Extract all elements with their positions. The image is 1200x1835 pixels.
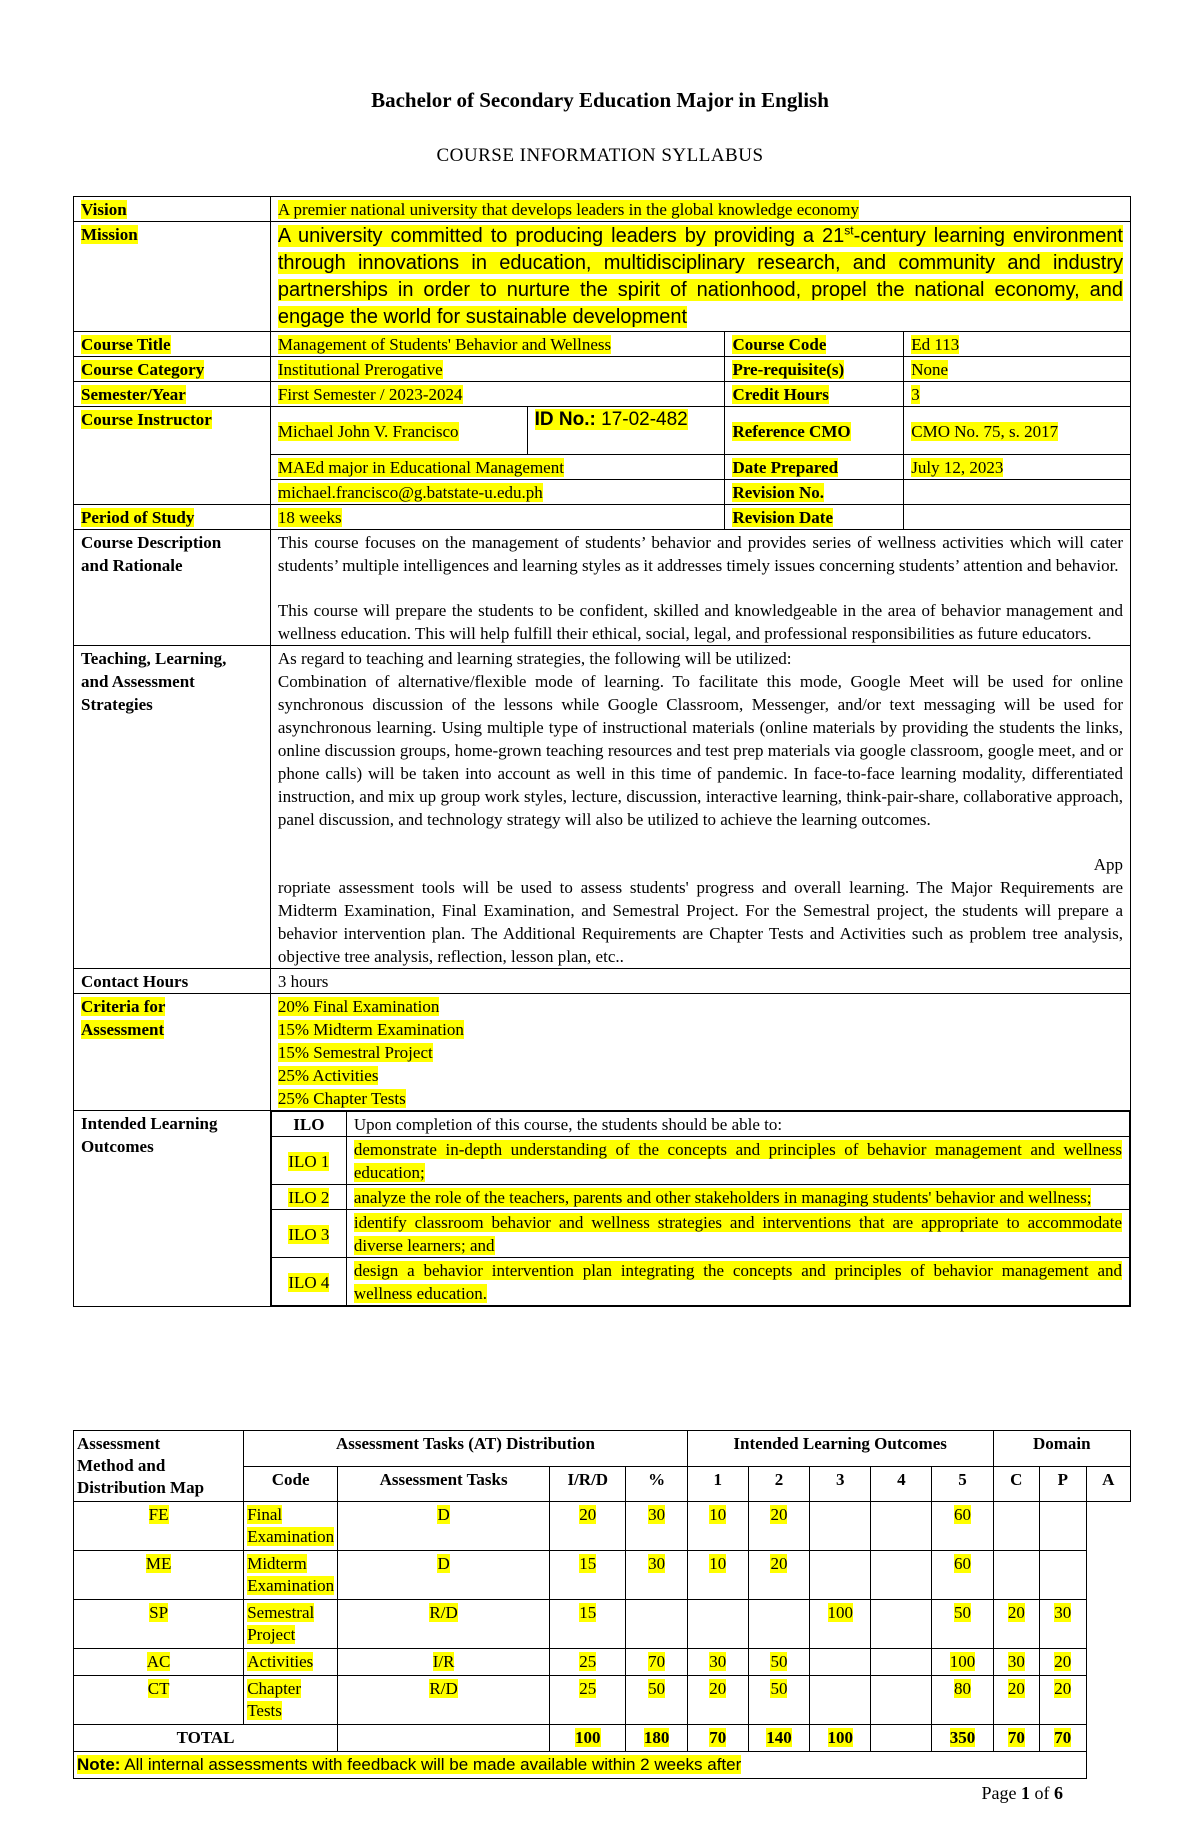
assessment-cell: 50 [770,1652,788,1671]
assessment-cell: 100 [827,1603,853,1622]
assessment-cell: 10 [709,1505,727,1524]
mission-label: Mission [81,225,138,244]
ilo-item [271,1185,1129,1210]
date-prepared-label: Date Prepared [732,458,839,477]
assessment-cell-empty [748,1600,809,1649]
revision-no-value [904,480,1131,505]
total-value: 100 [827,1728,853,1747]
assessment-cell: Chapter Tests [247,1679,302,1720]
col-header: 2 [748,1466,809,1502]
mission-text: A university committed to producing leaders by providing a 21st-century learning environment through innovations in education, multidisciplinary research, and community and industry partnerships in order to nurture the spirit of nationhood, propel the national economy, and engage the world for sustainable development [277,223,1123,328]
assessment-row [74,1551,1131,1600]
ilo-item [271,1137,1129,1185]
assessment-cell: 20 [579,1505,597,1524]
criteria-item: 15% Midterm Examination [277,1020,464,1039]
assessment-cell: FE [148,1505,169,1524]
assessment-cell: SP [149,1603,169,1622]
assessment-cell-empty [871,1600,932,1649]
contact-hours-label: Contact Hours [74,969,271,994]
ilo-item [271,1210,1129,1258]
credit-hours-value: 3 [911,385,920,404]
assessment-cell: 20 [709,1679,727,1698]
vision-row [74,197,1131,222]
col-header: 1 [687,1466,748,1502]
col-header: 5 [932,1466,993,1502]
assessment-cell: 70 [648,1652,666,1671]
reference-cmo-label: Reference CMO [732,421,851,441]
assessment-cell: 10 [709,1554,727,1573]
assessment-cell: 30 [648,1554,666,1573]
assessment-cell-empty [810,1649,871,1676]
semester-label: Semester/Year [81,385,186,404]
criteria-label: Criteria for Assessment [74,994,271,1111]
assessment-cell: 20 [770,1554,788,1573]
instructor-degree: MAEd major in Educational Management [277,458,564,477]
criteria-item: 20% Final Examination [277,997,440,1016]
assessment-cell: AC [146,1652,171,1671]
assessment-cell-empty [871,1551,932,1600]
instructor-row [74,407,1131,455]
period-value: 18 weeks [277,508,342,527]
col-header: % [626,1466,687,1502]
period-label: Period of Study [81,508,195,527]
criteria-list [270,994,1130,1111]
assessment-cell: 30 [1054,1603,1072,1622]
description-text: This course focuses on the management of students’ behavior and provides series of wellness activities which will cater students’ multiple intelligences and learning styles as it addresses timely issues concerning students’ attention and behavior. This course will prepare the students to be confident, skilled and knowledgeable in the area of behavior management and wellness education. This will help fulfill their ethical, social, legal, and professional responsibilities as future educators. [270,530,1130,646]
col-header: I/R/D [550,1466,626,1502]
assessment-cell: 100 [949,1652,976,1671]
document-title: COURSE INFORMATION SYLLABUS [436,145,764,166]
assessment-cell: 15 [579,1603,597,1622]
assessment-cell: Activities [247,1652,314,1671]
period-row [74,505,1131,530]
assessment-cell: 80 [953,1679,971,1698]
assessment-row [74,1676,1131,1725]
course-category-value: Institutional Prerogative [277,360,443,379]
instructor-id: ID No.: 17-02-482 [534,409,688,430]
assessment-cell-empty [810,1551,871,1600]
note-row [74,1752,1131,1779]
assessment-cell-empty [871,1649,932,1676]
course-code-value: Ed 113 [911,335,960,354]
assessment-cell: 20 [1054,1652,1072,1671]
total-value: 180 [643,1728,670,1747]
ilo-text: analyze the role of the teachers, parents and other stakeholders in managing students' behavior and wellness; [353,1188,1092,1207]
assessment-cell: R/D [429,1603,458,1622]
assessment-cell-empty [810,1502,871,1551]
criteria-item: 15% Semestral Project [277,1043,433,1062]
assessment-cell: 50 [648,1679,666,1698]
col-header: A [1086,1466,1131,1502]
assessment-row [74,1600,1131,1649]
course-category-row [74,357,1131,382]
course-title-row [74,332,1131,357]
assessment-cell: 20 [1054,1679,1072,1698]
assessment-label: Assessment Method and Distribution Map [74,1431,244,1502]
assessment-row [74,1502,1131,1551]
credit-hours-label: Credit Hours [732,385,829,404]
total-value: 140 [766,1728,792,1747]
mission-row [74,222,1131,332]
semester-value: First Semester / 2023-2024 [277,385,463,404]
assessment-row [74,1649,1131,1676]
total-value: 100 [575,1728,601,1747]
ilo-text: demonstrate in-depth understanding of the concepts and principles of behavior management and wellness education; [353,1140,1122,1182]
strategies-text: As regard to teaching and learning strategies, the following will be utilized: Combination of alternative/flexible mode of learning. To facilitate this mode, Google Meet will be used for online synchronous discussion of the lessons while Google Classroom, Messenger, and/or text messaging will be used for asynchronous learning. Using multiple type of instructional materials (online materials by providing the students the links, online discussion groups, home-grown teaching resources and test prep materials via google classroom, google meet, and or phone calls) will be taken into account as well in this time of pandemic. In face-to-face learning modality, differentiated instruction, and mix up group work styles, lecture, discussion, interactive learning, think-pair-share, collaborative approach, panel discussion, and technology strategy will also be utilized to achieve the learning outcomes. App ropriate assessment tools will be used to assess students' progress and overall learning. The Major Requirements are Midterm Examination, Final Examination, and Semestral Project. For the Semestral project, the students will prepare a behavior intervention plan. The Additional Requirements are Chapter Tests and Activities such as problem tree analysis, objective tree analysis, reflection, lesson plan, etc.. [270,646,1130,969]
course-info-table [73,196,1131,1307]
assessment-cell: 50 [953,1603,971,1622]
total-label: TOTAL [74,1725,338,1752]
assessment-cell-empty [810,1676,871,1725]
prerequisite-label: Pre-requisite(s) [732,360,845,379]
assessment-cell: D [437,1505,450,1524]
ilo-label: Intended Learning Outcomes [74,1111,271,1307]
semester-row [74,382,1131,407]
ilo-code: ILO 4 [288,1272,330,1292]
assessment-cell: 60 [953,1505,971,1524]
total-value: 70 [1007,1728,1025,1747]
assessment-cell: 20 [770,1505,788,1524]
revision-date-value [904,505,1131,530]
assessment-cell: Semestral Project [247,1603,315,1644]
prerequisite-value: None [911,360,949,379]
strategies-row [74,646,1131,969]
assessment-cell-empty [993,1502,1039,1551]
course-code-label: Course Code [732,335,827,354]
ilo-code: ILO 3 [288,1224,330,1244]
vision-label: Vision [81,200,127,219]
assessment-cell: 20 [1007,1603,1025,1622]
total-value: 70 [1054,1728,1072,1747]
domain-header: Domain [993,1431,1130,1467]
assessment-cell: 25 [579,1679,597,1698]
total-row [74,1725,1131,1752]
page-number: Page 1 of 6 [981,1783,1063,1803]
assessment-cell-empty [626,1600,687,1649]
strategies-label: Teaching, Learning, and Assessment Strategies [74,646,271,969]
contact-hours-value: 3 hours [270,969,1130,994]
vision-text: A premier national university that develops leaders in the global knowledge economy [277,200,860,219]
criteria-row [74,994,1131,1111]
at-distribution-header: Assessment Tasks (AT) Distribution [244,1431,688,1467]
assessment-cell: Final Examination [247,1505,335,1546]
assessment-cell: 30 [1007,1652,1025,1671]
assessment-cell: 30 [709,1652,727,1671]
instructor-label: Course Instructor [81,410,212,429]
reference-cmo-value: CMO No. 75, s. 2017 [911,421,1059,441]
assessment-cell: D [437,1554,450,1573]
assessment-cell-empty [687,1600,748,1649]
date-prepared-value: July 12, 2023 [911,458,1004,477]
col-header: Code [244,1466,338,1502]
instructor-email[interactable]: michael.francisco@g.batstate-u.edu.ph [277,483,543,502]
ilo-table [271,1111,1130,1306]
assessment-cell: Midterm Examination [247,1554,335,1595]
ilo-row [74,1111,1131,1307]
criteria-item: 25% Activities [277,1066,379,1085]
assessment-cell-empty [1040,1551,1086,1600]
assessment-cell: R/D [429,1679,458,1698]
assessment-cell-empty [871,1676,932,1725]
col-header: P [1040,1466,1086,1502]
assessment-cell: I/R [432,1652,455,1671]
assessment-map-table [73,1430,1131,1779]
instructor-name: Michael John V. Francisco [277,421,459,441]
course-title-label: Course Title [81,335,171,354]
ilo-code: ILO 1 [288,1151,330,1171]
ilo-group-header: Intended Learning Outcomes [687,1431,993,1467]
ilo-header-code: ILO [271,1112,346,1137]
description-row [74,530,1131,646]
ilo-text: design a behavior intervention plan integrating the concepts and principles of behavior management and wellness education. [353,1261,1122,1303]
col-header: Assessment Tasks [338,1466,550,1502]
ilo-header-text: Upon completion of this course, the students should be able to: [346,1112,1129,1137]
col-header: 4 [871,1466,932,1502]
ilo-item [271,1258,1129,1306]
assessment-cell: 60 [953,1554,971,1573]
assessment-cell: ME [145,1554,172,1573]
assessment-cell: 50 [770,1679,788,1698]
criteria-item: 25% Chapter Tests [277,1089,406,1108]
assessment-cell-empty [993,1551,1039,1600]
assessment-cell-empty [1040,1502,1086,1551]
assessment-note: Note: All internal assessments with feedback will be made available within 2 weeks after [77,1755,742,1774]
course-category-label: Course Category [81,360,205,379]
total-value: 350 [949,1728,976,1747]
col-header: 3 [810,1466,871,1502]
description-label: Course Description and Rationale [74,530,271,646]
revision-date-label: Revision Date [732,508,834,527]
assessment-cell: CT [147,1679,170,1698]
assessment-cell: 25 [579,1652,597,1671]
ilo-text: identify classroom behavior and wellness strategies and interventions that are appropriate to accommodate diverse learners; and [353,1213,1122,1255]
program-title: Bachelor of Secondary Education Major in English [371,88,829,112]
assessment-cell: 20 [1007,1679,1025,1698]
ilo-code: ILO 2 [288,1188,330,1207]
assessment-cell: 15 [579,1554,597,1573]
col-header: C [993,1466,1039,1502]
assessment-cell: 30 [648,1505,666,1524]
total-value: 70 [709,1728,727,1747]
revision-no-label: Revision No. [732,483,825,502]
course-title-value: Management of Students' Behavior and Wellness [277,335,612,354]
contact-hours-row [74,969,1131,994]
assessment-cell-empty [871,1502,932,1551]
